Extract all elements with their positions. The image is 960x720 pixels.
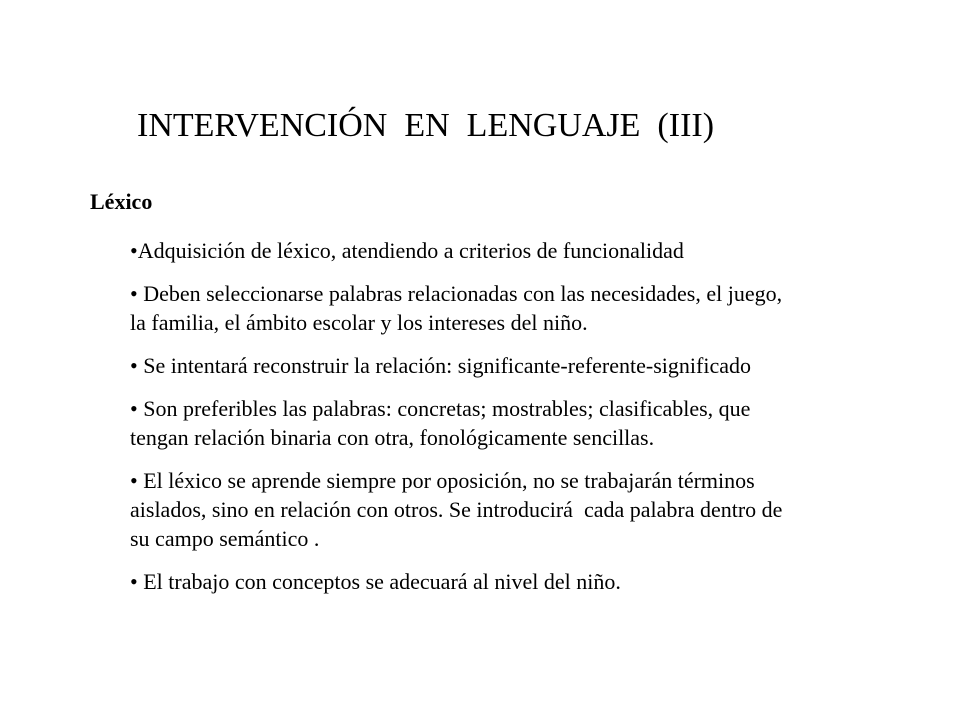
bullet-item (130, 567, 960, 596)
bullet-item (130, 351, 960, 380)
bullet-line: •Adquisición de léxico, atendiendo a criterios de funcionalidad (130, 238, 684, 263)
bullet-line: • El trabajo con conceptos se adecuará al nivel del niño. (130, 569, 621, 594)
bullet-line: • Son preferibles las palabras: concretas; mostrables; clasificables, que (130, 396, 751, 421)
bullet-list (130, 236, 960, 610)
bullet-line: su campo semántico . (130, 526, 320, 551)
bullet-item (130, 394, 960, 452)
bullet-item (130, 279, 960, 337)
bullet-line: tengan relación binaria con otra, fonológicamente sencillas. (130, 425, 655, 450)
bullet-line: aislados, sino en relación con otros. Se introducirá cada palabra dentro de (130, 497, 783, 522)
slide-title: INTERVENCIÓN EN LENGUAJE (III) (137, 107, 715, 144)
bullet-item (130, 466, 960, 553)
bullet-line: la familia, el ámbito escolar y los intereses del niño. (130, 310, 588, 335)
section-heading: Léxico (90, 189, 153, 214)
bullet-line: • El léxico se aprende siempre por oposición, no se trabajarán términos (130, 468, 755, 493)
bullet-line: • Deben seleccionarse palabras relacionadas con las necesidades, el juego, (130, 281, 783, 306)
bullet-line: • Se intentará reconstruir la relación: significante-referente-significado (130, 353, 751, 378)
bullet-item (130, 236, 960, 265)
